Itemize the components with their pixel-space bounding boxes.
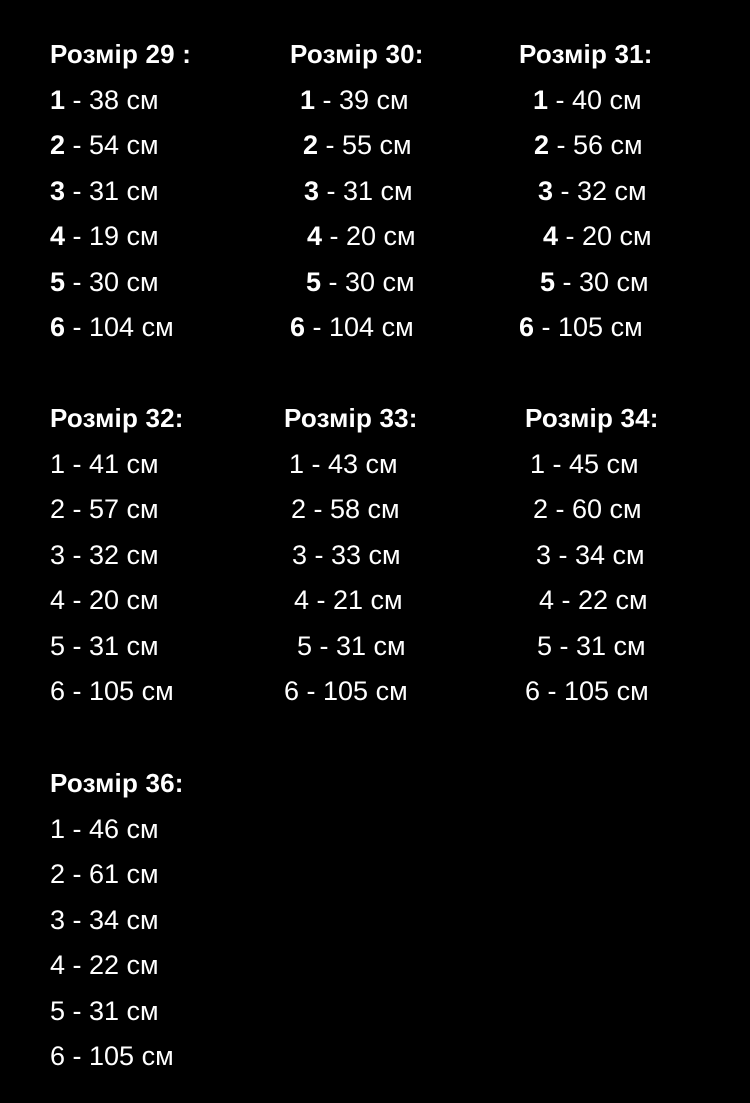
- measure-number: 2: [50, 859, 66, 889]
- measure-value: - 105 см: [299, 676, 408, 706]
- size-30-row-2: [303, 130, 437, 160]
- size-30-row-4: [307, 221, 441, 251]
- measure-number: 3: [50, 175, 66, 206]
- measure-value: - 33 см: [307, 539, 401, 570]
- measure-number: 1: [533, 84, 549, 115]
- size-30-row-6: [290, 312, 424, 342]
- measure-number: 4: [539, 585, 555, 615]
- measure-number: 6: [290, 312, 306, 342]
- size-32-row-2: [50, 494, 184, 524]
- measure-number: 3: [292, 539, 308, 570]
- measure-number: 3: [304, 175, 320, 206]
- measure-value: - 104 см: [305, 312, 414, 342]
- size-34-row-5: [537, 631, 671, 661]
- measure-value: - 20 см: [322, 221, 416, 251]
- measure-number: 1: [530, 448, 546, 479]
- measure-value: - 40 см: [548, 84, 642, 115]
- measure-value: - 46 см: [65, 813, 159, 844]
- size-29-row-5: [50, 267, 191, 297]
- measure-number: 4: [543, 221, 559, 251]
- measure-value: - 55 см: [318, 130, 412, 160]
- measure-value: - 105 см: [65, 1041, 174, 1071]
- size-31-row-2: [534, 130, 668, 160]
- measure-number: 4: [307, 221, 323, 251]
- measure-number: 6: [284, 676, 300, 706]
- measure-number: 1: [50, 448, 66, 479]
- measure-value: - 105 см: [65, 676, 174, 706]
- measure-number: 2: [50, 130, 66, 160]
- size-30-row-3: [304, 176, 438, 206]
- measure-number: 6: [50, 312, 66, 342]
- size-31-row-6: [519, 312, 653, 342]
- measure-number: 5: [50, 630, 66, 661]
- size-33-row-6: [284, 676, 418, 706]
- measure-number: 4: [294, 585, 310, 615]
- size-33-row-1: [289, 449, 423, 479]
- size-33-row-3: [292, 540, 426, 570]
- size-32-row-1: [50, 449, 184, 479]
- size-34-row-3: [536, 540, 670, 570]
- size-36-row-3: [50, 905, 184, 935]
- size-33-row-5: [297, 631, 431, 661]
- measure-value: - 105 см: [534, 312, 643, 342]
- size-29-block: [50, 39, 191, 342]
- measure-value: - 32 см: [65, 539, 159, 570]
- measure-number: 6: [519, 312, 535, 342]
- measure-value: - 34 см: [551, 539, 645, 570]
- size-36-row-1: [50, 814, 184, 844]
- size-29-row-6: [50, 312, 191, 342]
- size-32-row-6: [50, 676, 184, 706]
- size-33-row-2: [291, 494, 425, 524]
- size-33-row-4: [294, 585, 428, 615]
- measure-value: - 32 см: [553, 175, 647, 206]
- measure-number: 5: [306, 266, 322, 297]
- size-34-block: [525, 403, 659, 706]
- measure-value: - 19 см: [65, 221, 159, 251]
- measure-value: - 20 см: [558, 221, 652, 251]
- size-32-row-4: [50, 585, 184, 615]
- measure-number: 1: [50, 84, 66, 115]
- measure-value: - 31 см: [312, 630, 406, 661]
- measure-value: - 21 см: [309, 585, 403, 615]
- measure-value: - 31 см: [552, 630, 646, 661]
- measure-number: 6: [50, 1041, 66, 1071]
- size-31-title: Розмір 31:: [519, 39, 653, 69]
- size-34-row-4: [539, 585, 673, 615]
- measure-value: - 54 см: [65, 130, 159, 160]
- measure-number: 5: [50, 266, 66, 297]
- measure-number: 6: [525, 676, 541, 706]
- size-32-block: [50, 403, 184, 706]
- size-30-title: Розмір 30:: [290, 39, 424, 69]
- measure-value: - 61 см: [65, 859, 159, 889]
- measure-number: 3: [50, 539, 66, 570]
- measure-value: - 31 см: [319, 175, 413, 206]
- size-34-row-1: [530, 449, 664, 479]
- size-32-row-5: [50, 631, 184, 661]
- measure-value: - 30 см: [321, 266, 415, 297]
- size-31-row-5: [540, 267, 674, 297]
- size-31-block: [519, 39, 653, 342]
- measure-value: - 45 см: [545, 448, 639, 479]
- measure-number: 2: [291, 494, 307, 524]
- size-34-title: Розмір 34:: [525, 403, 659, 433]
- measure-value: - 56 см: [549, 130, 643, 160]
- size-30-row-5: [306, 267, 440, 297]
- measure-number: 4: [50, 950, 66, 980]
- measure-number: 3: [536, 539, 552, 570]
- measure-value: - 22 см: [65, 950, 159, 980]
- measure-number: 1: [300, 84, 316, 115]
- measure-number: 5: [297, 630, 313, 661]
- size-36-row-5: [50, 996, 184, 1026]
- size-29-row-3: [50, 176, 191, 206]
- measure-number: 6: [50, 676, 66, 706]
- size-30-block: [290, 39, 424, 342]
- measure-value: - 57 см: [65, 494, 159, 524]
- measure-value: - 22 см: [554, 585, 648, 615]
- size-36-block: [50, 768, 184, 1071]
- measure-number: 5: [537, 630, 553, 661]
- measure-value: - 31 см: [65, 995, 159, 1026]
- measure-value: - 31 см: [65, 630, 159, 661]
- measure-value: - 60 см: [548, 494, 642, 524]
- measure-number: 3: [538, 175, 554, 206]
- measure-number: 4: [50, 585, 66, 615]
- measure-value: - 20 см: [65, 585, 159, 615]
- measure-number: 3: [50, 904, 66, 935]
- size-36-title: Розмір 36:: [50, 768, 184, 798]
- measure-number: 2: [533, 494, 549, 524]
- measure-number: 4: [50, 221, 66, 251]
- measure-value: - 58 см: [306, 494, 400, 524]
- measure-value: - 41 см: [65, 448, 159, 479]
- measure-value: - 34 см: [65, 904, 159, 935]
- size-34-row-2: [533, 494, 667, 524]
- measure-value: - 43 см: [304, 448, 398, 479]
- measure-value: - 30 см: [65, 266, 159, 297]
- measure-value: - 31 см: [65, 175, 159, 206]
- size-32-title: Розмір 32:: [50, 403, 184, 433]
- measure-number: 5: [50, 995, 66, 1026]
- measure-number: 2: [50, 494, 66, 524]
- size-32-row-3: [50, 540, 184, 570]
- size-31-row-4: [543, 221, 677, 251]
- measure-number: 1: [50, 813, 66, 844]
- size-33-block: [284, 403, 418, 706]
- measure-value: - 30 см: [555, 266, 649, 297]
- measure-value: - 38 см: [65, 84, 159, 115]
- size-29-row-2: [50, 130, 191, 160]
- measure-value: - 105 см: [540, 676, 649, 706]
- size-29-row-1: [50, 85, 191, 115]
- size-36-row-4: [50, 950, 184, 980]
- size-29-title: Розмір 29 :: [50, 39, 192, 69]
- measure-number: 1: [289, 448, 305, 479]
- size-31-row-3: [538, 176, 672, 206]
- measure-value: - 104 см: [65, 312, 174, 342]
- size-33-title: Розмір 33:: [284, 403, 418, 433]
- measure-number: 2: [303, 130, 319, 160]
- size-29-row-4: [50, 221, 191, 251]
- measure-number: 5: [540, 266, 556, 297]
- measure-value: - 39 см: [315, 84, 409, 115]
- measure-number: 2: [534, 130, 550, 160]
- size-36-row-2: [50, 859, 184, 889]
- size-31-row-1: [533, 85, 667, 115]
- size-36-row-6: [50, 1041, 184, 1071]
- size-30-row-1: [300, 85, 434, 115]
- size-34-row-6: [525, 676, 659, 706]
